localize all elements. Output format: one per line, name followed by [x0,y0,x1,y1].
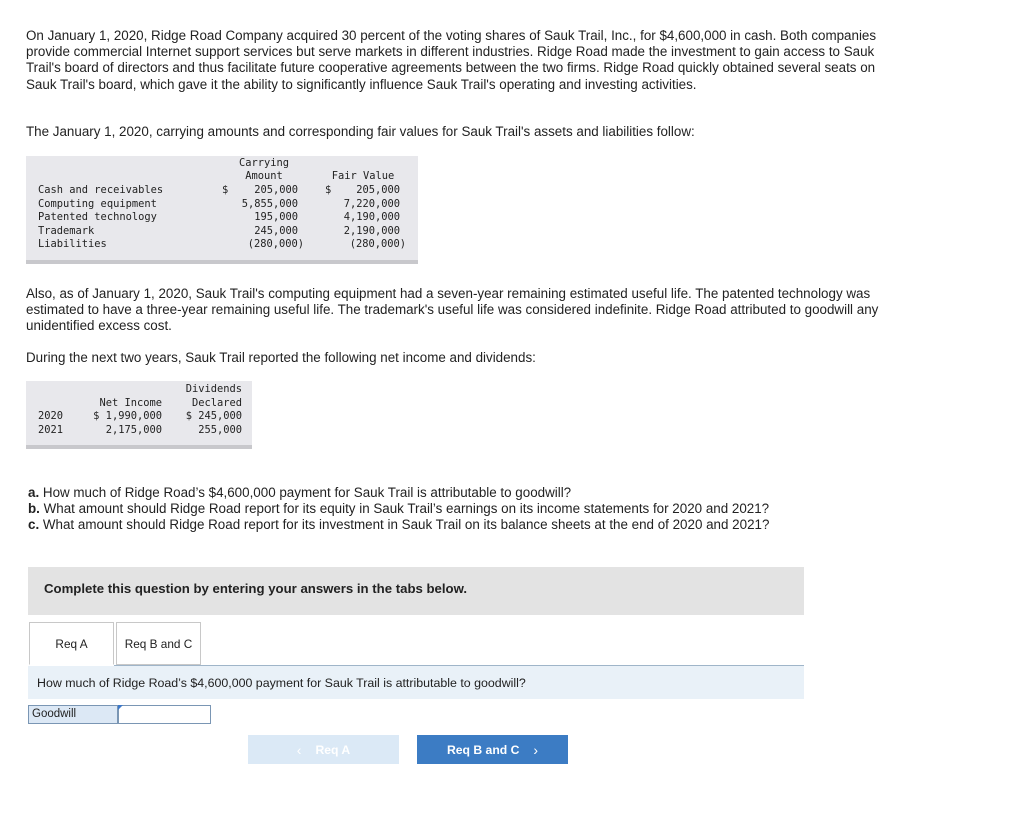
header-dividends: Dividends [185,383,242,395]
instruction-text: Complete this question by entering your answers in the tabs below. [44,581,468,596]
net-income-value: $ 1,990,000 [93,410,162,423]
question-b-label: b. [28,500,40,516]
header-fair-value: Fair Value [331,170,395,182]
table-row-label: Computing equipment [38,197,157,210]
chevron-left-icon: ‹ [296,741,302,758]
fair-value: (280,000) [349,238,406,251]
instruction-banner [28,567,804,615]
question-b [28,501,769,517]
net-income-value: 2,175,000 [105,423,162,436]
tab-req-a[interactable]: Req A [29,622,114,665]
fair-value: 205,000 [356,184,400,196]
dividends-value: $ 245,000 [185,410,242,423]
carrying-value: (280,000) [247,238,304,251]
income-table-caption: During the next two years, Sauk Trail reported the following net income and dividends: [26,350,536,365]
dividends-value: 255,000 [198,423,242,436]
year-label: 2021 [38,423,64,436]
fair-value: 4,190,000 [343,211,400,224]
carrying-value: 195,000 [254,211,298,224]
header-amount: Amount [245,170,283,182]
chevron-right-icon: › [533,741,539,758]
carrying-value: 245,000 [254,224,298,237]
currency-sign: $ [325,184,332,196]
net-income-dividends-table [26,381,252,451]
table-row-label: Patented technology [38,211,157,224]
question-a [28,485,769,501]
carrying-value: 205,000 [254,184,298,196]
question-b-text: What amount should Ridge Road report for its equity in Sauk Trail’s earnings on its income statements for 2020 and 2021? [39,500,770,516]
prev-button-label: Req A [315,742,351,757]
goodwill-label: Goodwill [28,705,118,724]
question-a-text: How much of Ridge Road’s $4,600,000 payment for Sauk Trail is attributable to goodwill? [39,485,572,500]
header-declared: Declared [191,396,242,409]
goodwill-input[interactable] [118,705,211,724]
question-list [28,485,769,532]
useful-life-paragraph: Also, as of January 1, 2020, Sauk Trail's computing equipment had a seven-year remaining estimated useful life. The patented technology was estimated to have a three-year remaining useful life. The trademark's useful life was considered indefinite. Ridge Road attributed to goodwill any unidentified excess cost. [26,286,879,334]
intro-table-caption: The January 1, 2020, carrying amounts and corresponding fair values for Sauk Trail's assets and liabilities follow: [26,124,695,139]
table-row-label: Liabilities [38,238,107,251]
currency-sign: $ [222,184,229,196]
carrying-value: 5,855,000 [241,197,298,210]
input-corner-marker [118,705,123,710]
question-a-label: a. [28,485,40,500]
table-row-label: Trademark [38,224,95,237]
table-bottom-rule [26,260,418,264]
next-button-label: Req B and C [446,742,520,757]
fair-value: 2,190,000 [343,224,400,237]
question-c-text: What amount should Ridge Road report for its investment in Sauk Trail on its balance sheets at the end of 2020 and 2021? [39,516,770,532]
table-bottom-rule [26,445,252,449]
requirement-prompt-text: How much of Ridge Road’s $4,600,000 payment for Sauk Trail is attributable to goodwill? [37,676,526,690]
asset-fair-value-table [26,156,418,266]
year-label: 2020 [38,410,64,423]
requirement-prompt [28,666,804,699]
tab-req-b-and-c[interactable]: Req B and C [116,622,201,665]
prev-req-a-button[interactable] [248,735,399,764]
next-req-b-and-c-button[interactable] [417,735,568,764]
intro-paragraph: On January 1, 2020, Ridge Road Company acquired 30 percent of the voting shares of Sauk Trail, Inc., for $4,600,000 in cash. Both companies provide commercial Internet support services but serve markets in different industries. Ridge Road made the investment to gain access to Sauk Trail's board of directors and thus facilitate future cooperative agreements between the two firms. Ridge Road quickly obtained several seats on Sauk Trail's board, which gave it the ability to significantly influence Sauk Trail's operating and investing activities. [26,28,877,92]
question-c [28,517,769,533]
table-row-label: Cash and receivables [38,184,164,196]
header-net-income: Net Income [99,396,162,409]
header-carrying: Carrying [238,157,290,169]
fair-value: 7,220,000 [343,197,400,210]
question-c-label: c. [28,516,40,532]
